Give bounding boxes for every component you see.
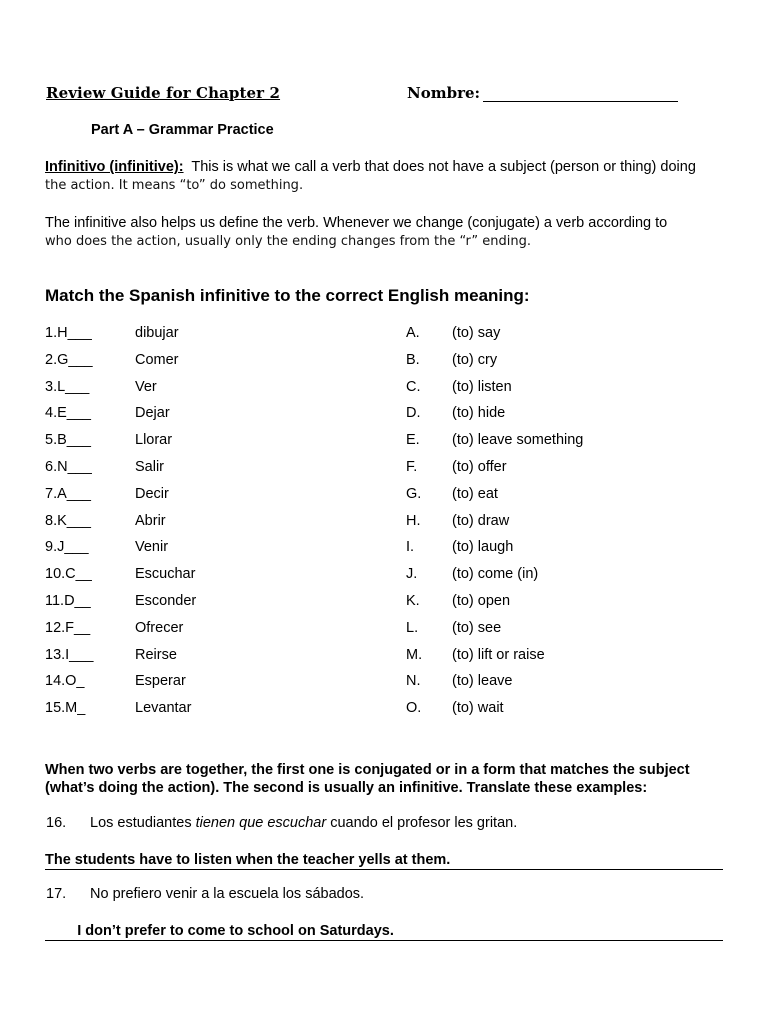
spanish-infinitive: Levantar — [135, 700, 192, 716]
spanish-infinitive: Salir — [135, 459, 165, 475]
english-meaning: (to) laugh — [452, 539, 514, 555]
english-meaning: (to) leave something — [452, 432, 584, 448]
english-meaning: (to) leave — [452, 673, 513, 689]
question-16-italic: tienen que escuchar — [195, 815, 327, 831]
answer-blank: 7.A___ — [45, 486, 91, 502]
name-input-line[interactable] — [483, 101, 678, 102]
intro-paragraph-1-line-2-text: the action. It means “to” do something. — [45, 178, 304, 193]
question-16-number: 16. — [46, 815, 67, 831]
spanish-infinitive: Escuchar — [135, 566, 196, 582]
english-meaning: (to) see — [452, 620, 502, 636]
spanish-infinitive: Comer — [135, 352, 179, 368]
answer-blank: 2.G___ — [45, 352, 93, 368]
spanish-infinitive: Reirse — [135, 647, 177, 663]
option-letter: A. — [406, 325, 420, 341]
spanish-infinitive: Venir — [135, 539, 169, 555]
option-letter: G. — [406, 486, 422, 502]
option-letter: O. — [406, 700, 422, 716]
infinitive-definition: This is what we call a verb that does not have a subject (person or thing) doing — [183, 159, 696, 175]
english-meaning: (to) hide — [452, 405, 506, 421]
question-16-before: Los estudiantes — [90, 815, 196, 831]
english-meaning: (to) cry — [452, 352, 498, 368]
english-meaning: (to) draw — [452, 513, 510, 529]
question-17-number: 17. — [46, 886, 67, 902]
intro-paragraph-1-line-2 — [45, 176, 303, 195]
spanish-infinitive: Esperar — [135, 673, 186, 689]
english-meaning: (to) offer — [452, 459, 507, 475]
translation-instructions — [45, 761, 690, 797]
spanish-infinitive: Ver — [135, 379, 157, 395]
spanish-infinitive: Esconder — [135, 593, 197, 609]
answer-blank: 1.H___ — [45, 325, 92, 341]
spanish-infinitive: Abrir — [135, 513, 166, 529]
spanish-infinitive: Ofrecer — [135, 620, 184, 636]
option-letter: L. — [406, 620, 419, 636]
english-meaning: (to) wait — [452, 700, 504, 716]
intro-paragraph-2-line-2-text: who does the action, usually only the ending changes from the “r” ending. — [45, 234, 532, 249]
answer-blank: 3.L___ — [45, 379, 90, 395]
english-meaning: (to) say — [452, 325, 501, 341]
english-meaning: (to) come (in) — [452, 566, 539, 582]
english-meaning: (to) lift or raise — [452, 647, 545, 663]
option-letter: B. — [406, 352, 420, 368]
option-letter: K. — [406, 593, 420, 609]
answer-blank: 5.B___ — [45, 432, 91, 448]
answer-blank: 14.O_ — [45, 673, 85, 689]
option-letter: E. — [406, 432, 420, 448]
answer-blank: 8.K___ — [45, 513, 91, 529]
option-letter: C. — [406, 379, 421, 395]
question-17-text: No prefiero venir a la escuela los sábados. — [90, 886, 365, 902]
spanish-infinitive: Decir — [135, 486, 169, 502]
instructions-line-1: When two verbs are together, the first one is conjugated or in a form that matches the subject — [45, 762, 690, 778]
page-title: Review Guide for Chapter 2 — [46, 84, 281, 102]
english-meaning: (to) listen — [452, 379, 512, 395]
option-letter: N. — [406, 673, 421, 689]
infinitive-term: Infinitivo (infinitive): — [45, 159, 184, 175]
english-meaning: (to) open — [452, 593, 511, 609]
option-letter: J. — [406, 566, 418, 582]
spanish-infinitive: Dejar — [135, 405, 170, 421]
intro-paragraph-2-line-1: The infinitive also helps us define the verb. Whenever we change (conjugate) a verb according to — [45, 215, 668, 231]
nombre-label: Nombre: — [407, 84, 481, 102]
option-letter: F. — [406, 459, 418, 475]
answer-blank: 9.J___ — [45, 539, 89, 555]
question-16-after: cuando el profesor les gritan. — [326, 815, 518, 831]
option-letter: H. — [406, 513, 421, 529]
instructions-line-2: (what’s doing the action). The second is usually an infinitive. Translate these examples: — [45, 780, 648, 796]
part-a-heading: Part A – Grammar Practice — [91, 122, 274, 138]
option-letter: I. — [406, 539, 415, 555]
answer-blank: 12.F__ — [45, 620, 91, 636]
intro-paragraph-2-line-2 — [45, 232, 531, 251]
option-letter: M. — [406, 647, 423, 663]
spanish-infinitive: dibujar — [135, 325, 179, 341]
option-letter: D. — [406, 405, 421, 421]
question-16-text — [90, 815, 517, 831]
answer-blank: 4.E___ — [45, 405, 91, 421]
intro-paragraph-1-line-1 — [45, 158, 696, 176]
answer-blank: 15.M_ — [45, 700, 86, 716]
answer-blank: 6.N___ — [45, 459, 92, 475]
answer-blank: 10.C__ — [45, 566, 92, 582]
question-17-answer[interactable]: I don’t prefer to come to school on Saturdays. — [45, 922, 723, 941]
answer-blank: 11.D__ — [45, 593, 91, 609]
question-16-answer[interactable]: The students have to listen when the teacher yells at them. — [45, 851, 723, 870]
matching-heading: Match the Spanish infinitive to the correct English meaning: — [45, 286, 530, 305]
answer-blank: 13.I___ — [45, 647, 94, 663]
spanish-infinitive: Llorar — [135, 432, 173, 448]
english-meaning: (to) eat — [452, 486, 498, 502]
